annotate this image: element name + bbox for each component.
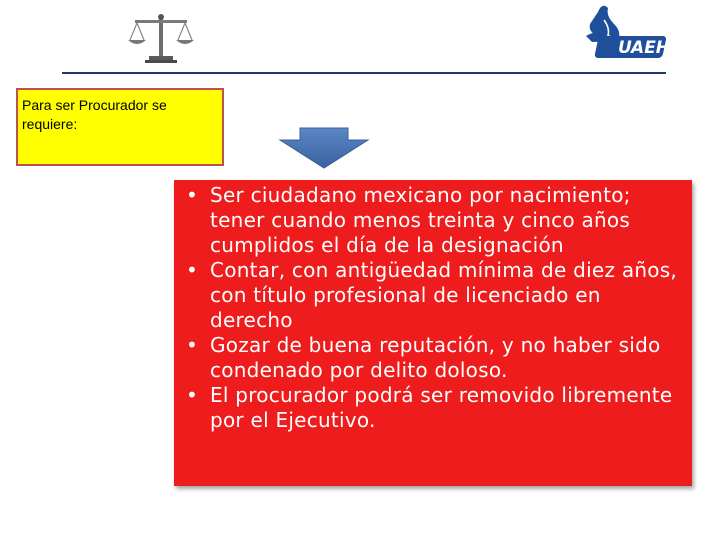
bullet-icon: • (186, 383, 199, 407)
uaeh-logo-text: UAEH (618, 38, 671, 58)
header-divider (62, 72, 666, 74)
requirement-item (180, 183, 682, 258)
requirement-text: Contar, con antigüedad mínima de diez años, con título profesional de licenciado en derecho (210, 258, 678, 332)
scales-of-justice-icon (125, 12, 197, 64)
down-arrow-icon (276, 126, 372, 170)
bullet-icon: • (186, 183, 199, 207)
uaeh-logo (568, 2, 678, 70)
requirement-item (180, 333, 682, 383)
requirement-item (180, 258, 682, 333)
bullet-icon: • (186, 333, 199, 357)
requirement-item (180, 383, 682, 433)
requirements-list (180, 183, 682, 433)
bullet-icon: • (186, 258, 199, 282)
intro-box (16, 88, 224, 166)
requirements-box (174, 180, 692, 486)
intro-text: Para ser Procurador se requiere: (22, 97, 167, 132)
requirement-text: Ser ciudadano mexicano por nacimiento; tener cuando menos treinta y cinco años cumplidos el día de la designación (210, 183, 631, 257)
requirement-text: El procurador podrá ser removido libremente por el Ejecutivo. (210, 383, 673, 432)
requirement-text: Gozar de buena reputación, y no haber sido condenado por delito doloso. (210, 333, 661, 382)
